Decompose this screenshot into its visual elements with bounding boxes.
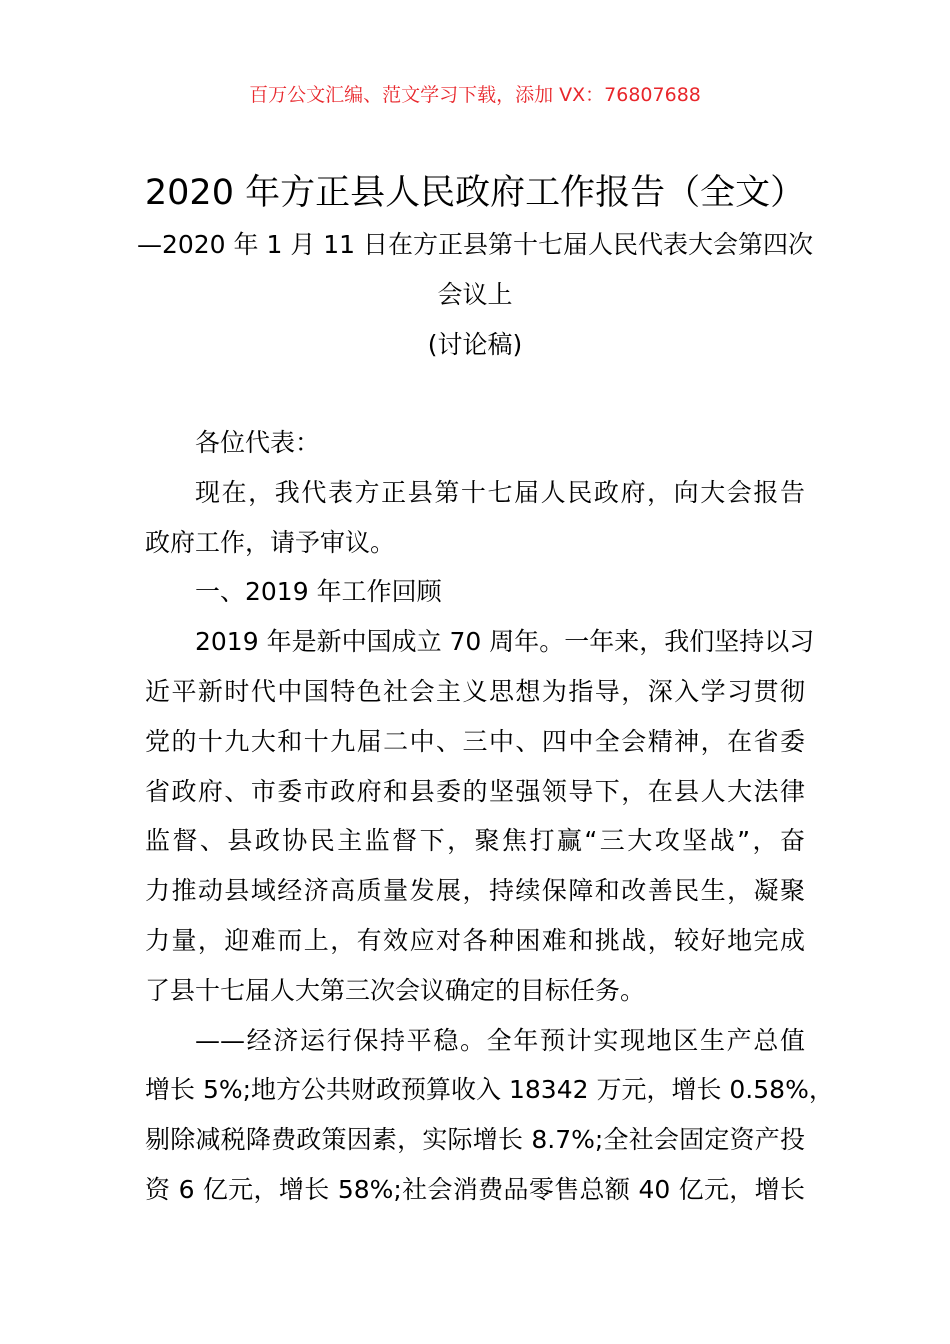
- paragraph-line: 力推动县域经济高质量发展，持续保障和改善民生，凝聚: [145, 876, 805, 906]
- salutation: 各位代表：: [195, 428, 321, 457]
- subtitle-line: 会议上: [437, 280, 513, 309]
- paragraph-line: 增长 5%;地方公共财政预算收入 18342 万元，增长 0.58%，: [145, 1075, 834, 1105]
- draft-label: (讨论稿): [427, 330, 523, 359]
- paragraph-line: 力量，迎难而上，有效应对各种困难和挑战，较好地完成: [145, 926, 805, 955]
- paragraph-line: 剔除减税降费政策因素，实际增长 8.7%;全社会固定资产投: [145, 1125, 805, 1155]
- paragraph-line: 监督、县政协民主监督下，聚焦打赢“三大攻坚战”，奋: [145, 826, 805, 856]
- watermark-text: 百万公文汇编、范文学习下载，添加 VX：76807688: [249, 84, 701, 106]
- document-title: 2020 年方正县人民政府工作报告（全文）: [144, 173, 806, 213]
- paragraph-line: 现在，我代表方正县第十七届人民政府，向大会报告: [195, 477, 805, 507]
- paragraph-line: 了县十七届人大第三次会议确定的目标任务。: [145, 975, 646, 1005]
- paragraph-line: 近平新时代中国特色社会主义思想为指导，深入学习贯彻: [145, 677, 805, 706]
- section-heading: 一、2019 年工作回顾: [195, 577, 442, 607]
- subtitle-line: —2020 年 1 月 11 日在方正县第十七届人民代表大会第四次: [136, 230, 814, 259]
- paragraph-line: 资 6 亿元，增长 58%;社会消费品零售总额 40 亿元，增长: [145, 1175, 805, 1204]
- paragraph-line: 政府工作，请予审议。: [145, 527, 396, 557]
- paragraph-line: 2019 年是新中国成立 70 周年。一年来，我们坚持以习: [195, 627, 815, 657]
- paragraph-line: 省政府、市委市政府和县委的坚强领导下，在县人大法律: [145, 776, 805, 806]
- paragraph-line: ——经济运行保持平稳。全年预计实现地区生产总值: [195, 1025, 805, 1055]
- paragraph-line: 党的十九大和十九届二中、三中、四中全会精神，在省委: [145, 726, 805, 756]
